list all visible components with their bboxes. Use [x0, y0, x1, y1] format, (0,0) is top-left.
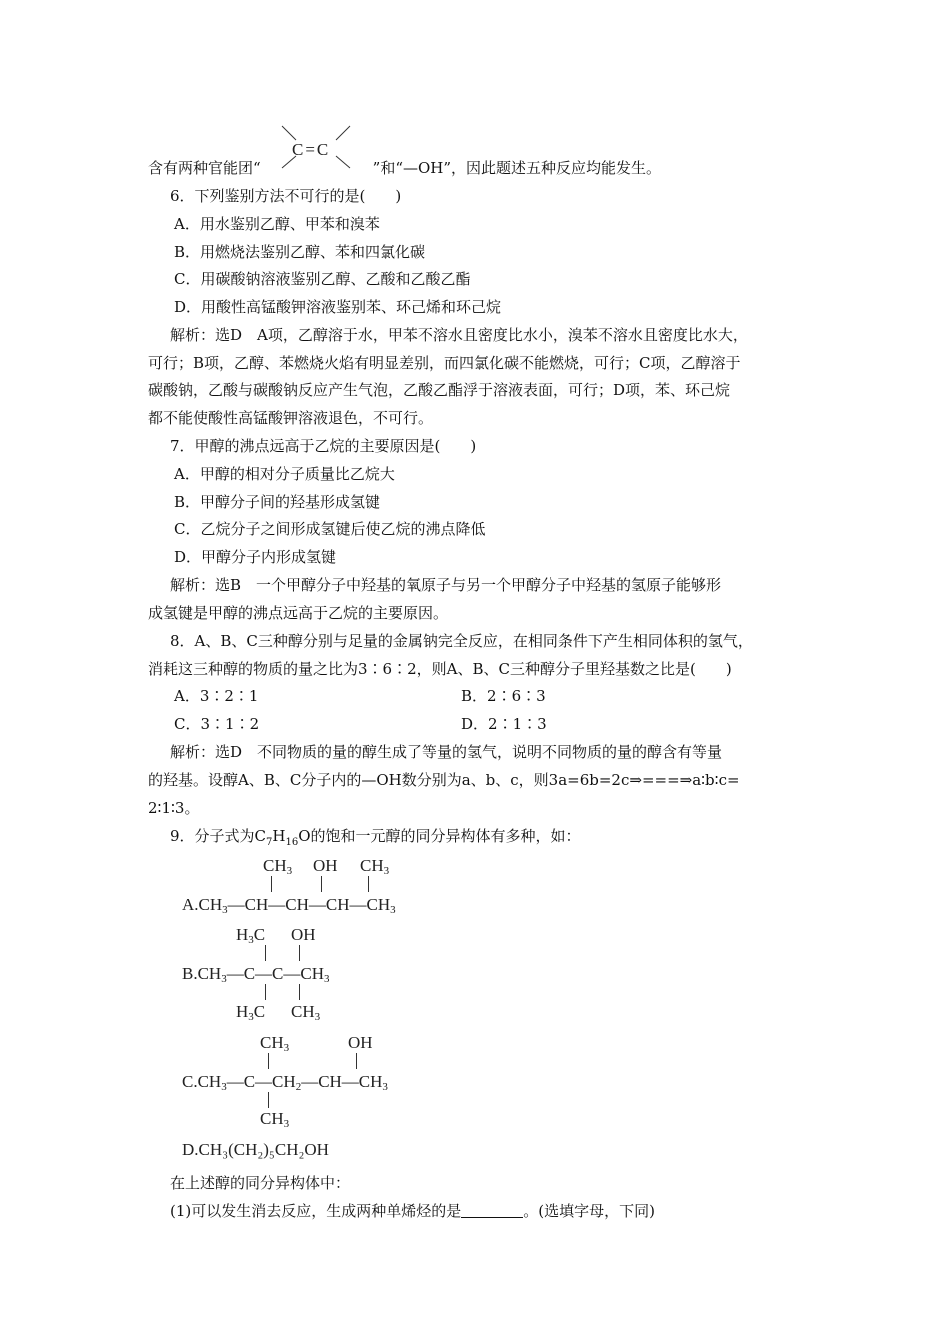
q8-option-d: D．2∶1∶3: [461, 715, 547, 733]
q6-answer-line-3: 碳酸钠，乙酸与碳酸钠反应产生气泡，乙酸乙酯浮于溶液表面，可行；D项，苯、环己烷: [148, 381, 731, 399]
q9-sub-question-1: [170, 1200, 655, 1222]
q8-option-c: C．3∶1∶2: [174, 715, 260, 733]
q7-option-a: A．甲醇的相对分子质量比乙烷大: [174, 465, 395, 483]
q8-answer-line-3: 2∶1∶3。: [148, 799, 200, 817]
q7-answer-line-2: 成氢键是甲醇的沸点远高于乙烷的主要原因。: [148, 604, 449, 622]
q6-option-d: D．用酸性高锰酸钾溶液鉴别苯、环己烯和环己烷: [174, 298, 502, 316]
q8-answer-line-1: 解析：选D 不同物质的量的醇生成了等量的氢气，说明不同物质的量的醇含有等量: [170, 743, 723, 761]
top-line-post: ”和“—OH”，因此题述五种反应均能发生。: [372, 159, 662, 177]
q7-stem: 7．甲醇的沸点远高于乙烷的主要原因是( ): [170, 437, 477, 455]
q9-stem: [170, 825, 581, 854]
q9-sub1-pre: (1)可以发生消去反应，生成两种单烯烃的是: [170, 1202, 462, 1220]
q9-sub-7: 7: [266, 837, 273, 848]
alkene-cc-label: C=C: [292, 140, 331, 159]
top-line-pre: 含有两种官能团“: [148, 159, 261, 177]
q6-option-a: A．用水鉴别乙醇、甲苯和溴苯: [174, 215, 380, 233]
q7-option-d: D．甲醇分子内形成氢键: [174, 548, 337, 566]
q9-stem-h: H: [272, 827, 286, 845]
q6-answer-line-4: 都不能使酸性高锰酸钾溶液退色，不可行。: [148, 409, 434, 427]
q9-stem-pre: 9．分子式为C: [170, 827, 267, 845]
q6-stem: 6．下列鉴别方法不可行的是( ): [170, 187, 402, 205]
q9-sub-16: 16: [285, 837, 299, 848]
q9-intro: 在上述醇的同分异构体中：: [170, 1174, 351, 1192]
structure-d: D.CH₃(CH₂)₅CH₂OH: [182, 1140, 329, 1159]
q7-option-b: B．甲醇分子间的羟基形成氢键: [174, 493, 381, 511]
q9-stem-post: O的饱和一元醇的同分异构体有多种，如：: [298, 827, 581, 845]
q6-answer-line-2: 可行；B项，乙醇、苯燃烧火焰有明显差别，而四氯化碳不能燃烧，可行；C项，乙醇溶于: [148, 354, 741, 372]
document-page: C=C 含有两种官能团“ ”和“—OH”，因此题述五种反应均能发生。 6．下列鉴别方法不可行的是( ) A．用水鉴别乙醇、甲苯和溴苯 B．用燃烧法鉴别乙醇、苯和四氯化碳 C．用碳酸钠溶液鉴别乙醇、乙酸和乙酸乙酯 D．用酸性高锰酸钾溶液鉴别苯、环己烯和环己烷 解析：选D A项，乙醇溶于水，甲苯不溶水且密度比水小，溴苯不溶水且密度比水大， 可行；B项，乙醇、苯燃烧火焰有明显差别，而四氯化碳不能燃烧，可行；C项，乙醇溶于 碳酸钠，乙酸与碳酸钠反应产生气泡，乙酸乙酯浮于溶液表面，可行；D项，苯、环己烷 都不能使酸性高锰酸钾溶液退色，不可行。 7．甲醇的沸点远高于乙烷的主要原因是( ) A．甲醇的相对分子质量比乙烷大 B．甲醇分子间的羟基形成氢键 C．乙烷分子之间形成氢键后使乙烷的沸点降低 D．甲醇分子内形成氢键 解析：选B 一个甲醇分子中羟基的氧原子与另一个甲醇分子中羟基的氢原子能够形 成氢键是甲醇的沸点远高于乙烷的主要原因。 8．A、B、C三种醇分别与足量的金属钠完全反应，在相同条件下产生相同体积的氢气， 消耗这三种醇的物质的量之比为3∶6∶2，则A、B、C三种醇分子里羟基数之比是( ) A．3∶2∶1 B．2∶6∶3 C．3∶1∶2 D．2∶1∶3 解析：选D 不同物质的量的醇生成了等量的氢气，说明不同物质的量的醇含有等量 的羟基。设醇A、B、C分子内的—OH数分别为a、b、c，则3a=6b=2c⇒===⇒a∶b∶c= 2∶1∶3。 9．分子式为$C_7H_{16}O$的饱和一元醇的同分异构体有多种，如： $CH_3$ OH $CH_3$ $A.CH_3—CH—CH—CH—CH_3$ $H_3C$ OH $B.CH_3—C—C—CH_3$ $H_3C$ $CH_3$ $CH_3$ OH $C.CH_3—C—CH_2—CH—CH_3$ $CH_3$ D.CH₃(CH₂)₅CH₂OH 在上述醇的同分异构体中： (1)可以发生消去反应，生成两种单烯烃的是 。(选填字母，下同): [0, 0, 950, 1344]
top-line: [148, 157, 661, 179]
q6-answer-line-1: 解析：选D A项，乙醇溶于水，甲苯不溶水且密度比水小，溴苯不溶水且密度比水大，: [170, 326, 748, 344]
q8-answer-line-2: 的羟基。设醇A、B、C分子内的—OH数分别为a、b、c，则3a=6b=2c⇒===⇒a∶b∶c=: [148, 771, 740, 789]
q8-option-a: A．3∶2∶1: [174, 687, 259, 705]
q6-option-c: C．用碳酸钠溶液鉴别乙醇、乙酸和乙酸乙酯: [174, 270, 471, 288]
q9-sub1-post: 。(选填字母，下同): [523, 1202, 655, 1220]
q8-option-b: B．2∶6∶3: [461, 687, 546, 705]
q7-option-c: C．乙烷分子之间形成氢键后使乙烷的沸点降低: [174, 520, 486, 538]
q7-answer-line-1: 解析：选B 一个甲醇分子中羟基的氧原子与另一个甲醇分子中羟基的氢原子能够形: [170, 576, 722, 594]
answer-blank[interactable]: [461, 1203, 523, 1218]
q6-option-b: B．用燃烧法鉴别乙醇、苯和四氯化碳: [174, 243, 426, 261]
q8-stem-line-1: 8．A、B、C三种醇分别与足量的金属钠完全反应，在相同条件下产生相同体积的氢气，: [170, 632, 753, 650]
q8-stem-line-2: 消耗这三种醇的物质的量之比为3∶6∶2，则A、B、C三种醇分子里羟基数之比是( ): [148, 660, 732, 678]
